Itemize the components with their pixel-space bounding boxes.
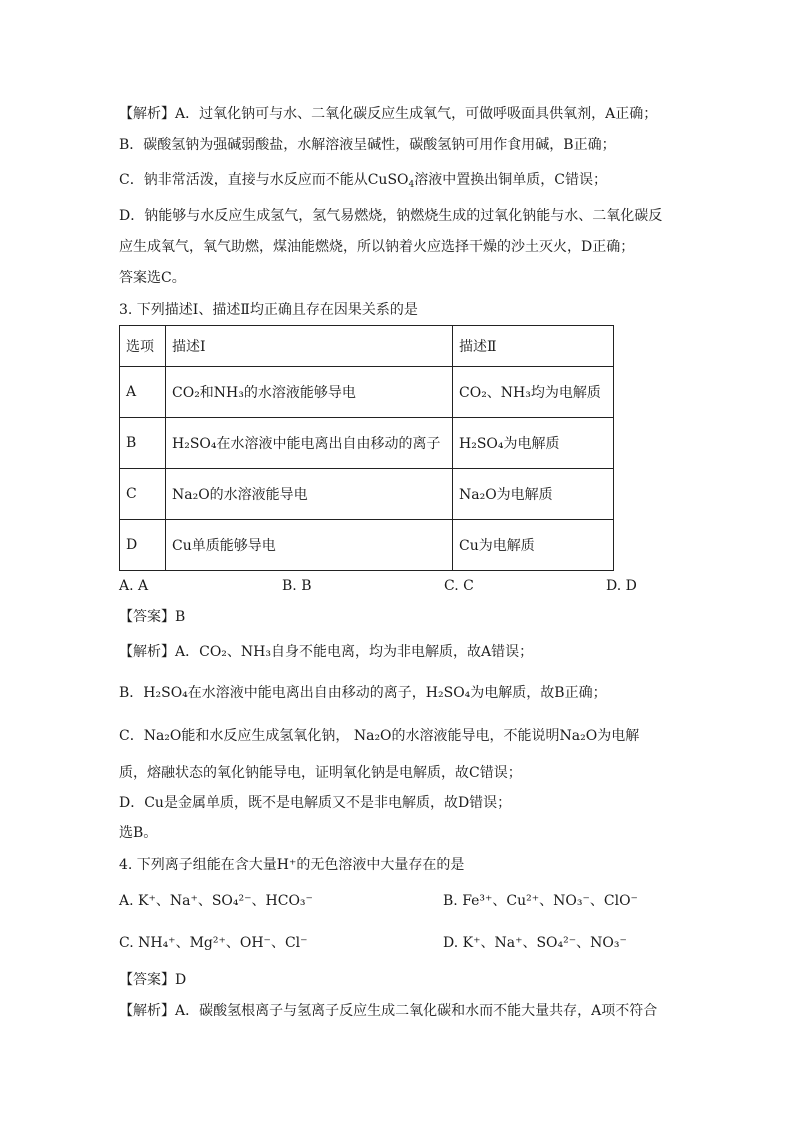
q3-choice-a: A. A xyxy=(119,578,149,594)
q3-analysis-c2: 质，熔融状态的氧化钠能导电，证明氧化钠是电解质，故C错误； xyxy=(119,765,522,781)
table-cell-desc1: CO₂和NH₃的水溶液能够导电 xyxy=(166,367,453,418)
q3-analysis-end: 选B。 xyxy=(119,825,158,841)
table-row xyxy=(120,469,614,520)
q4-answer: 【答案】D xyxy=(119,972,187,988)
q4-choice-c: C. NH₄⁺、Mg²⁺、OH⁻、Cl⁻ xyxy=(119,935,308,951)
table-header-cell: 描述Ⅰ xyxy=(166,326,453,367)
table-row xyxy=(120,418,614,469)
table-cell-option: B xyxy=(120,418,166,469)
q4-choice-d: D. K⁺、Na⁺、SO₄²⁻、NO₃⁻ xyxy=(443,935,627,951)
q4-choice-a: A. K⁺、Na⁺、SO₄²⁻、HCO₃⁻ xyxy=(119,893,313,909)
table-cell-desc1: Cu单质能够导电 xyxy=(166,520,453,571)
q3-answer: 【答案】B xyxy=(119,609,186,625)
table-header-cell: 选项 xyxy=(120,326,166,367)
analysis1-line-b: B．碳酸氢钠为强碱弱酸盐，水解溶液呈碱性，碳酸氢钠可用作食用碱，B正确； xyxy=(119,137,616,153)
table-cell-option: C xyxy=(120,469,166,520)
analysis1-c-chem: CuSO xyxy=(367,172,409,188)
q4-analysis: 【解析】A．碳酸氢根离子与氢离子反应生成二氧化碳和水而不能大量共存，A项不符合 xyxy=(119,1003,658,1019)
table-cell-option: D xyxy=(120,520,166,571)
q3-choice-b: B. B xyxy=(282,578,312,594)
analysis1-line-d2: 应生成氧气，氧气助燃，煤油能燃烧，所以钠着火应选择干燥的沙土灭火，D正确； xyxy=(119,239,635,255)
analysis1-c-sub: 4 xyxy=(408,180,415,190)
analysis1-c-post: 溶液中置换出铜单质，C错误； xyxy=(414,172,607,188)
table-cell-desc2: CO₂、NH₃均为电解质 xyxy=(453,367,614,418)
q3-table xyxy=(119,325,614,571)
q3-stem: 3. 下列描述Ⅰ、描述Ⅱ均正确且存在因果关系的是 xyxy=(119,302,418,318)
q3-analysis-d: D．Cu是金属单质，既不是电解质又不是非电解质，故D错误； xyxy=(119,795,512,811)
table-header-cell: 描述Ⅱ xyxy=(453,326,614,367)
table-row xyxy=(120,367,614,418)
table-cell-desc1: H₂SO₄在水溶液中能电离出自由移动的离子 xyxy=(166,418,453,469)
analysis1-c-pre: C．钠非常活泼，直接与水反应而不能从 xyxy=(119,172,368,188)
table-cell-desc2: Cu为电解质 xyxy=(453,520,614,571)
table-cell-desc2: Na₂O为电解质 xyxy=(453,469,614,520)
q4-stem: 4. 下列离子组能在含大量H⁺的无色溶液中大量存在的是 xyxy=(119,857,465,873)
table-cell-desc1: Na₂O的水溶液能导电 xyxy=(166,469,453,520)
q3-analysis-a: 【解析】A．CO₂、NH₃自身不能电离，均为非电解质，故A错误； xyxy=(119,644,534,660)
table-cell-desc2: H₂SO₄为电解质 xyxy=(453,418,614,469)
q3-choice-d: D. D xyxy=(606,578,637,594)
analysis1-answer: 答案选C。 xyxy=(119,270,186,286)
analysis1-line-d1: D．钠能够与水反应生成氢气，氢气易燃烧，钠燃烧生成的过氧化钠能与水、二氧化碳反 xyxy=(119,208,663,224)
q3-analysis-b: B．H₂SO₄在水溶液中能电离出自由移动的离子，H₂SO₄为电解质，故B正确； xyxy=(119,685,607,701)
q4-choice-b: B. Fe³⁺、Cu²⁺、NO₃⁻、ClO⁻ xyxy=(443,893,638,909)
table-cell-option: A xyxy=(120,367,166,418)
analysis1-line-a: 【解析】A．过氧化钠可与水、二氧化碳反应生成氧气，可做呼吸面具供氧剂，A正确； xyxy=(119,106,658,122)
q3-analysis-c1: C．Na₂O能和水反应生成氢氧化钠， Na₂O的水溶液能导电，不能说明Na₂O为电解 xyxy=(119,728,640,744)
analysis1-line-c xyxy=(119,170,607,195)
table-header-row xyxy=(120,326,614,367)
q3-choice-c: C. C xyxy=(444,578,474,594)
table-row xyxy=(120,520,614,571)
